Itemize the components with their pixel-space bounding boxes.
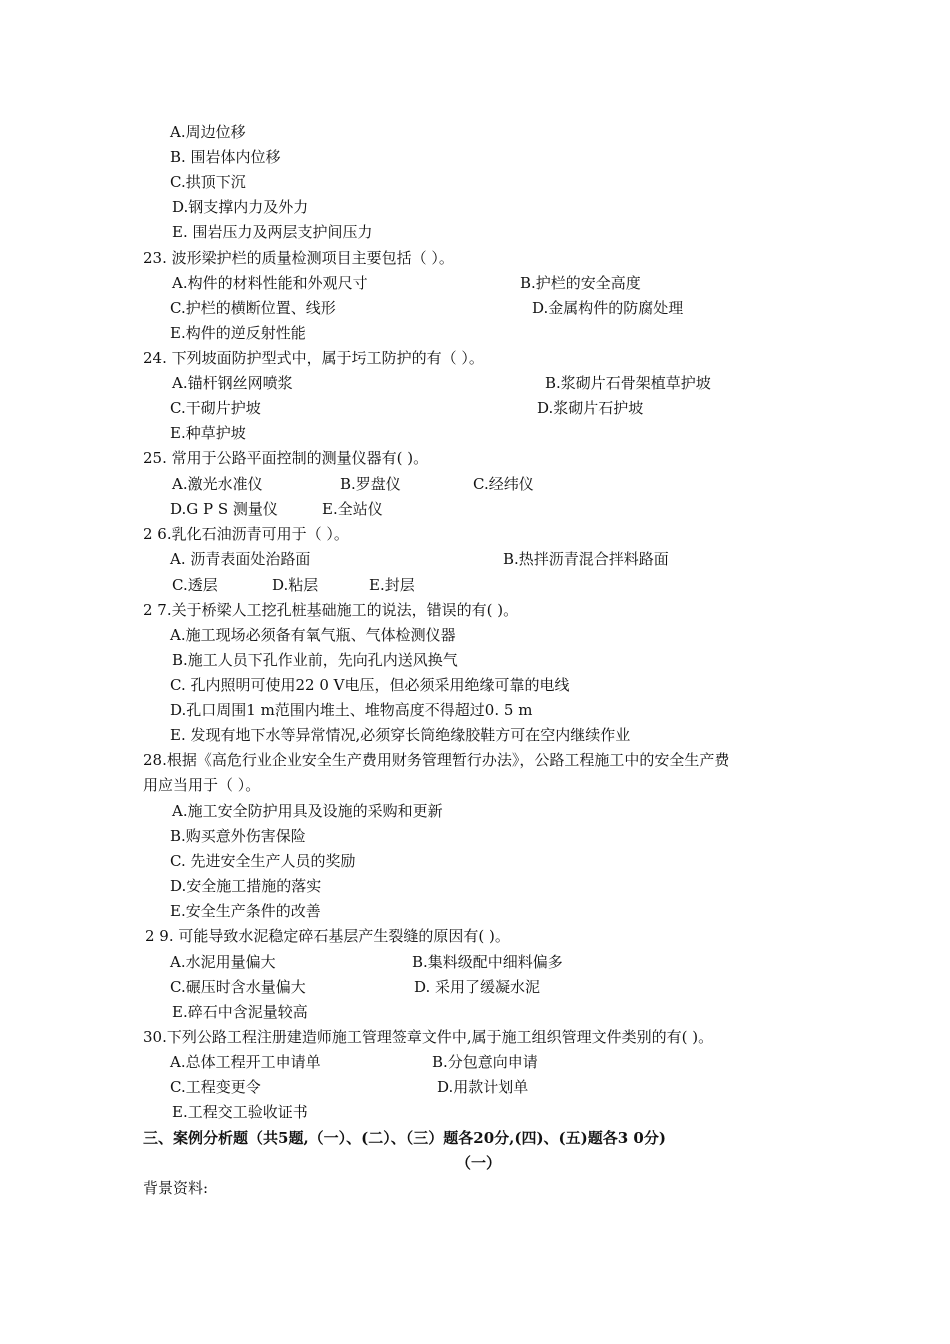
text-line: A.激光水准仪 (172, 475, 263, 493)
text-line: E.种草护坡 (170, 424, 246, 442)
text-line: C.护栏的横断位置、线形 (170, 299, 336, 317)
text-line: B. 围岩体内位移 (170, 148, 281, 166)
text-line: E.全站仪 (322, 500, 383, 518)
text-line: D.金属构件的防腐处理 (532, 299, 684, 317)
text-line: B.分包意向申请 (432, 1053, 538, 1071)
text-line: 28.根据《高危行业企业安全生产费用财务管理暂行办法》，公路工程施工中的安全生产费 (143, 751, 730, 769)
text-line: D.用款计划单 (437, 1078, 529, 1096)
text-line: C.透层 (172, 576, 218, 594)
text-line: A.施工安全防护用具及设施的采购和更新 (172, 802, 443, 820)
text-line: A. 沥青表面处治路面 (170, 550, 311, 568)
text-line: E.碎石中含泥量较高 (172, 1003, 308, 1021)
text-line: E.封层 (369, 576, 415, 594)
text-line: 2 9. 可能导致水泥稳定碎石基层产生裂缝的原因有( )。 (145, 927, 510, 945)
text-line: C.拱顶下沉 (170, 173, 246, 191)
text-line: 三、案例分析题（共5题,（一）、(二）、（三）题各20分,(四)、(五)题各3 0分) (143, 1129, 666, 1147)
text-line: D.孔口周围1 m范围内堆土、堆物高度不得超过0. 5 m (170, 701, 533, 719)
text-line: B.施工人员下孔作业前，先向孔内送风换气 (172, 651, 458, 669)
text-line: A.水泥用量偏大 (170, 953, 276, 971)
text-line: 2 7.关于桥梁人工挖孔桩基础施工的说法，错误的有( )。 (143, 601, 519, 619)
text-line: D.粘层 (272, 576, 319, 594)
text-line: E.工程交工验收证书 (172, 1103, 308, 1121)
text-line: D.安全施工措施的落实 (170, 877, 322, 895)
text-line: 30.下列公路工程注册建造师施工管理签章文件中,属于施工组织管理文件类别的有( )。 (143, 1028, 714, 1046)
text-line: B.购买意外伤害保险 (170, 827, 306, 845)
text-line: D.钢支撑内力及外力 (172, 198, 309, 216)
text-line: E.构件的逆反射性能 (170, 324, 306, 342)
text-line: C.工程变更令 (170, 1078, 261, 1096)
text-line: D.浆砌片石护坡 (537, 399, 644, 417)
text-line: C.经纬仪 (473, 475, 534, 493)
text-line: C.碾压时含水量偏大 (170, 978, 306, 996)
text-line: B.罗盘仪 (340, 475, 401, 493)
text-line: D.G P S 测量仪 (170, 500, 278, 518)
text-line: E. 围岩压力及两层支护间压力 (172, 223, 373, 241)
text-line: D. 采用了缓凝水泥 (414, 978, 541, 996)
text-line: C. 孔内照明可使用22 0 V电压，但必须采用绝缘可靠的电线 (170, 676, 570, 694)
text-line: 24. 下列坡面防护型式中，属于圬工防护的有（ ）。 (143, 349, 484, 367)
text-line: B.集料级配中细料偏多 (412, 953, 563, 971)
text-line: 背景资料: (143, 1179, 209, 1197)
text-line: 23. 波形梁护栏的质量检测项目主要包括（ ）。 (143, 249, 454, 267)
text-line: E. 发现有地下水等异常情况,必须穿长筒绝缘胶鞋方可在空内继续作业 (170, 726, 631, 744)
text-line: B.护栏的安全高度 (520, 274, 641, 292)
text-line: B.热拌沥青混合拌料路面 (503, 550, 669, 568)
text-line: A.周边位移 (170, 123, 246, 141)
text-line: 用应当用于（ ）。 (143, 776, 261, 794)
text-line: C.干砌片护坡 (170, 399, 261, 417)
text-line: （一） (456, 1154, 502, 1172)
text-line: A.总体工程开工申请单 (170, 1053, 321, 1071)
text-line: C. 先进安全生产人员的奖励 (170, 852, 356, 870)
text-line: 2 6.乳化石油沥青可用于（ ）。 (143, 525, 349, 543)
text-line: A.锚杆钢丝网喷浆 (172, 374, 293, 392)
text-line: A.构件的材料性能和外观尺寸 (172, 274, 368, 292)
text-line: B.浆砌片石骨架植草护坡 (545, 374, 711, 392)
text-line: E.安全生产条件的改善 (170, 902, 321, 920)
text-line: 25. 常用于公路平面控制的测量仪器有( )。 (143, 449, 429, 467)
text-line: A.施工现场必须备有氧气瓶、气体检测仪器 (170, 626, 456, 644)
